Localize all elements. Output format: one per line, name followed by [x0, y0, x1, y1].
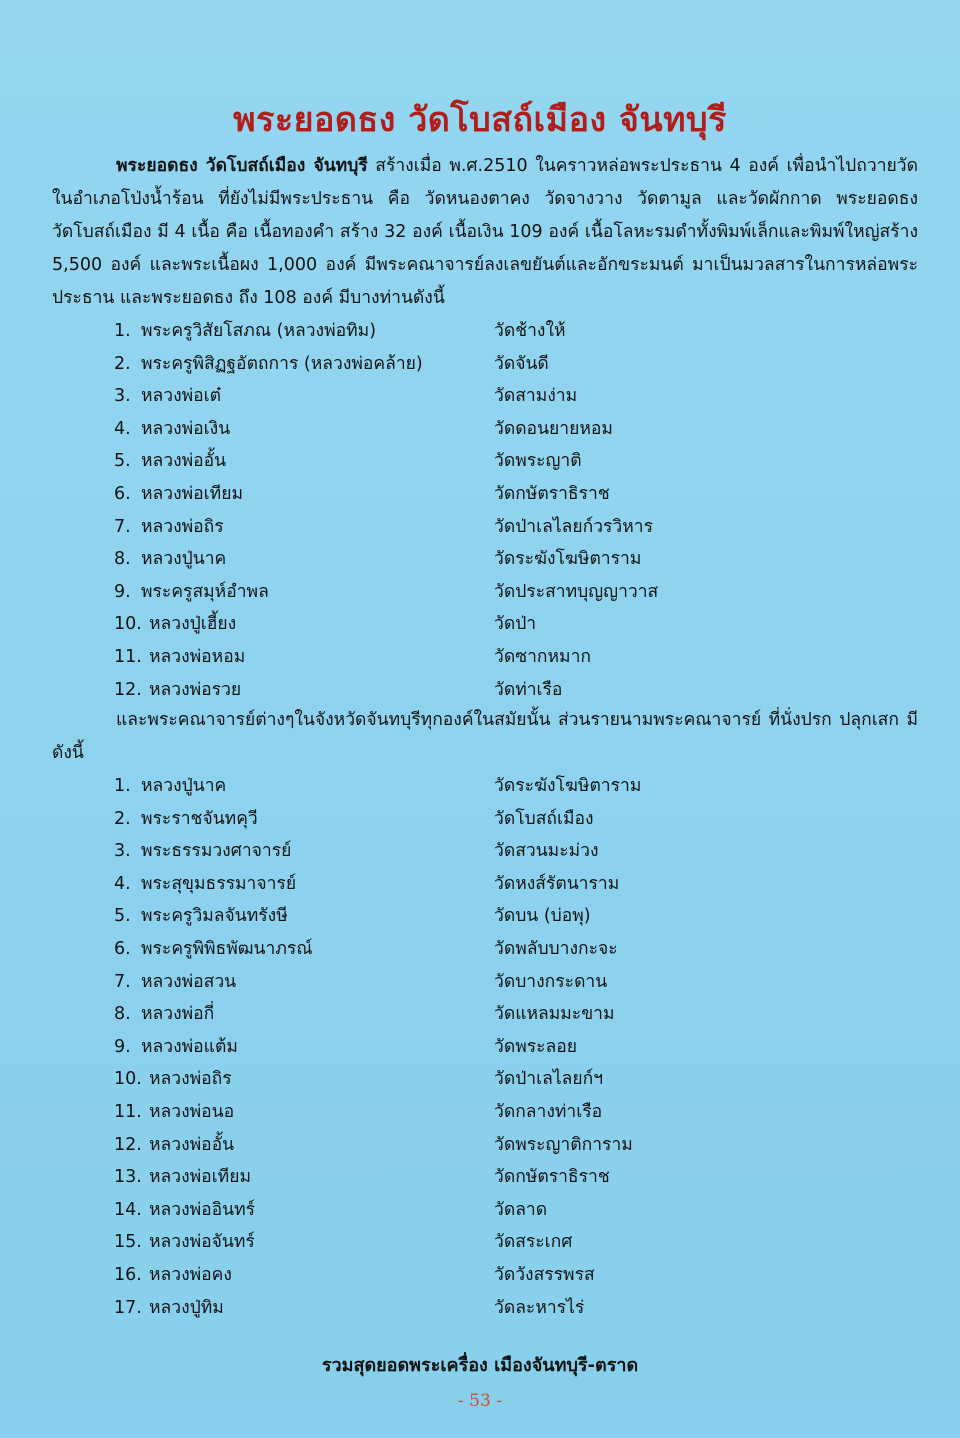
item-number: 12. [114, 679, 142, 700]
item-number: 5. [114, 451, 131, 472]
temple-name: วัดพระญาติการาม [494, 1134, 633, 1155]
monk-name: หลวงพ่อคง [149, 1264, 232, 1285]
monk-name: หลวงพ่อเงิน [141, 418, 231, 439]
monk-name: หลวงพ่อถิร [149, 1069, 232, 1090]
list-item [0, 608, 960, 641]
list-item [0, 1129, 960, 1162]
intro-body: สร้างเมื่อ พ.ศ.2510 ในคราวหล่อพระประธาน 4 องค์ เพื่อนำไปถวายวัดในอำเภอโป่งน้ำร้อน ที่ยังไม่มีพระประธาน คือ วัดหนองตาคง วัดจางวาง วัดตามูล และวัดผักกาด พระยอดธง วัดโบสถ์เมือง มี 4 เนื้อ คือ เนื้อทองคำ สร้าง 32 องค์ เนื้อเงิน 109 องค์ เนื้อโลหะรมดำทั้งพิมพ์เล็กและพิมพ์ใหญ่สร้าง 5,500 องค์ และพระเนื้อผง 1,000 องค์ มีพระคณาจารย์ลงเลขยันต์และอักขระมนต์ มาเป็นมวลสารในการหล่อพระประธาน และพระยอดธง ถึง 108 องค์ มีบางท่านดังนี้ [52, 156, 918, 308]
item-number: 12. [114, 1134, 142, 1155]
temple-name: วัดโบสถ์เมือง [494, 808, 594, 829]
list-item [0, 543, 960, 576]
list-item [0, 998, 960, 1031]
monk-name: พระธรรมวงศาจารย์ [141, 841, 292, 862]
temple-name: วัดดอนยายหอม [494, 418, 613, 439]
item-number: 4. [114, 873, 131, 894]
middle-paragraph: และพระคณาจารย์ต่างๆในจังหวัดจันทบุรีทุกองค์ในสมัยนั้น ส่วนรายนามพระคณาจารย์ ที่นั่งปรก ปลุกเสก มีดังนี้ [52, 710, 918, 763]
list-item [0, 803, 960, 836]
list-item [0, 868, 960, 901]
monk-name: หลวงพ่อนอ [149, 1101, 235, 1122]
item-number: 9. [114, 1036, 131, 1057]
list-item [0, 1031, 960, 1064]
item-number: 3. [114, 841, 131, 862]
monk-name: พระครูสมุห์อำพล [141, 581, 269, 602]
list-item [0, 1194, 960, 1227]
intro-paragraph [52, 150, 918, 315]
temple-name: วัดซากหมาก [494, 646, 591, 667]
temple-name: วัดบน (บ่อพุ) [494, 906, 591, 927]
list-item [0, 835, 960, 868]
temple-name: วัดสระเกศ [494, 1232, 573, 1253]
monk-name: หลวงปู่นาค [141, 776, 227, 796]
monk-name: หลวงปู่เฮี้ยง [149, 614, 237, 635]
monk-name: พระครูวิสัยโสภณ (หลวงพ่อทิม) [141, 321, 377, 341]
list-item [0, 674, 960, 707]
temple-name: วัดสามง่าม [494, 386, 578, 407]
item-number: 5. [114, 906, 131, 927]
monk-name: หลวงพ่อรวย [149, 679, 242, 700]
item-number: 8. [114, 1004, 131, 1025]
list-item [0, 380, 960, 413]
temple-name: วัดบางกระดาน [494, 971, 608, 992]
item-number: 14. [114, 1199, 142, 1220]
temple-name: วัดป่า [494, 614, 537, 635]
temple-name: วัดป่าเลไลยก์ฯ [494, 1069, 604, 1090]
monk-name: หลวงพ่อจันทร์ [149, 1232, 255, 1253]
temple-name: วัดพระญาติ [494, 451, 582, 472]
item-number: 9. [114, 581, 131, 602]
item-number: 11. [114, 1101, 142, 1122]
monk-name: พระราชจันทคุวี [141, 808, 258, 829]
item-number: 6. [114, 483, 131, 504]
monk-name: หลวงพ่ออินทร์ [149, 1199, 256, 1220]
list-item [0, 413, 960, 446]
temple-name: วัดท่าเรือ [494, 679, 563, 700]
monk-name: หลวงพ่อเต๋ [141, 386, 222, 407]
page-number: - 53 - [458, 1391, 502, 1411]
monk-list-1 [0, 315, 960, 706]
list-item [0, 900, 960, 933]
item-number: 2. [114, 808, 131, 829]
list-item [0, 445, 960, 478]
temple-name: วัดแหลมมะขาม [494, 1004, 615, 1025]
item-number: 17. [114, 1297, 142, 1318]
list-item [0, 966, 960, 999]
temple-name: วัดพลับบางกะจะ [494, 938, 618, 959]
item-number: 6. [114, 938, 131, 959]
temple-name: วัดวังสรรพรส [494, 1264, 595, 1285]
list-item [0, 576, 960, 609]
book-title-footer: รวมสุดยอดพระเครื่อง เมืองจันทบุรี-ตราด [321, 1355, 639, 1376]
item-number: 11. [114, 646, 142, 667]
list-item [0, 1259, 960, 1292]
item-number: 1. [114, 776, 131, 796]
list-item [0, 641, 960, 674]
monk-name: หลวงปู่ทิม [149, 1297, 224, 1318]
item-number: 7. [114, 971, 131, 992]
temple-name: วัดพระลอย [494, 1036, 578, 1057]
temple-name: วัดกษัตราธิราช [494, 483, 610, 504]
temple-name: วัดป่าเลไลยก์วรวิหาร [494, 516, 654, 537]
list-item [0, 933, 960, 966]
monk-name: หลวงพ่ออั้น [149, 1134, 235, 1155]
temple-name: วัดระฆังโฆษิตาราม [494, 549, 642, 570]
item-number: 7. [114, 516, 131, 537]
item-number: 2. [114, 353, 131, 374]
temple-name: วัดกลางท่าเรือ [494, 1101, 603, 1122]
monk-name: พระครูวิมลจันทรังษี [141, 906, 288, 927]
temple-name: วัดลาด [494, 1199, 548, 1220]
list-item [0, 511, 960, 544]
list-item [0, 1161, 960, 1194]
monk-name: หลวงพ่อเทียม [149, 1167, 251, 1188]
temple-name: วัดสวนมะม่วง [494, 841, 599, 862]
item-number: 15. [114, 1232, 142, 1253]
list-item [0, 315, 960, 348]
intro-lead: พระยอดธง วัดโบสถ์เมือง จันทบุรี [116, 156, 368, 176]
monk-name: พระครูพิสิฏฐอัตถการ (หลวงพ่อคล้าย) [141, 353, 423, 374]
temple-name: วัดจันดี [494, 353, 549, 374]
monk-name: หลวงพ่ออั้น [141, 451, 227, 472]
monk-name: หลวงพ่อสวน [141, 971, 237, 992]
temple-name: วัดละหารไร่ [494, 1297, 585, 1318]
item-number: 16. [114, 1264, 142, 1285]
monk-name: หลวงพ่อหอม [149, 646, 246, 667]
item-number: 13. [114, 1167, 142, 1188]
monk-name: หลวงพ่อแต้ม [141, 1036, 238, 1057]
item-number: 8. [114, 549, 131, 570]
item-number: 10. [114, 1069, 142, 1090]
temple-name: วัดช้างให้ [494, 321, 566, 341]
monk-list-2 [0, 770, 960, 1324]
temple-name: วัดหงส์รัตนาราม [494, 873, 620, 894]
temple-name: วัดประสาทบุญญาวาส [494, 581, 659, 602]
monk-name: พระสุขุมธรรมาจารย์ [141, 873, 297, 894]
list-item [0, 1292, 960, 1325]
monk-name: หลวงปู่นาค [141, 549, 227, 570]
list-item [0, 770, 960, 803]
temple-name: วัดระฆังโฆษิตาราม [494, 776, 642, 796]
list-item [0, 1096, 960, 1129]
list-item [0, 1063, 960, 1096]
monk-name: หลวงพ่อเทียม [141, 483, 243, 504]
temple-name: วัดกษัตราธิราช [494, 1167, 610, 1188]
item-number: 3. [114, 386, 131, 407]
item-number: 4. [114, 418, 131, 439]
monk-name: หลวงพ่อกี่ [141, 1004, 215, 1025]
monk-name: หลวงพ่อถิร [141, 516, 224, 537]
monk-name: พระครูพิพิธพัฒนาภรณ์ [141, 938, 313, 959]
page-title: พระยอดธง วัดโบสถ์เมือง จันทบุรี [233, 100, 727, 140]
item-number: 10. [114, 614, 142, 635]
item-number: 1. [114, 321, 131, 341]
list-item [0, 1226, 960, 1259]
list-item [0, 478, 960, 511]
list-item [0, 348, 960, 381]
